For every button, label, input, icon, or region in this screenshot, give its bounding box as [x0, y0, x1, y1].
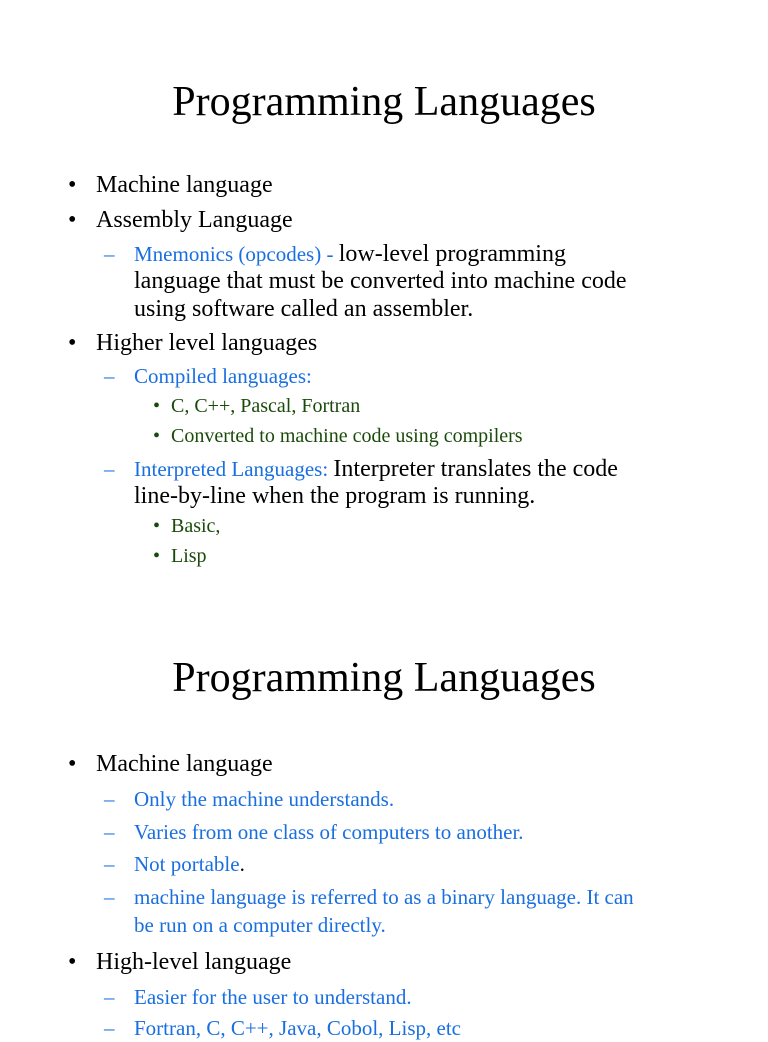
- interpreted-label: Interpreted Languages:: [134, 457, 334, 481]
- bullet-high-level-language: • High-level language: [68, 949, 292, 975]
- bullet-marker: •: [153, 425, 161, 447]
- sub-binary-line-2: be run on a computer directly.: [134, 913, 386, 937]
- bullet-marker: •: [68, 751, 77, 777]
- dash-marker: –: [104, 457, 115, 481]
- bullet-marker: •: [153, 545, 161, 567]
- dash-marker: –: [104, 885, 115, 909]
- dash-marker: –: [104, 1016, 115, 1040]
- dash-marker: –: [104, 364, 115, 388]
- bullet-assembly-language: • Assembly Language: [68, 207, 293, 233]
- sub-not-portable: – Not portable.: [104, 852, 245, 876]
- sub-binary-line-1: – machine language is referred to as a binary language. It can: [104, 885, 634, 909]
- bullet-marker: •: [68, 172, 77, 198]
- bullet-higher-level-languages: • Higher level languages: [68, 330, 318, 356]
- mnemonics-label: Mnemonics (opcodes) -: [134, 242, 339, 266]
- bullet-machine-language: • Machine language: [68, 172, 273, 198]
- sub-varies: – Varies from one class of computers to another.: [104, 820, 524, 844]
- bullet-marker: •: [68, 207, 77, 233]
- slide-1-title: Programming Languages: [172, 79, 596, 125]
- sub-mnemonics-line-2: language that must be converted into machine code: [134, 268, 627, 294]
- sub-mnemonics-line-3: using software called an assembler.: [134, 296, 474, 322]
- dash-marker: –: [104, 985, 115, 1009]
- item-compiled-examples: • C, C++, Pascal, Fortran: [153, 395, 361, 417]
- sub-only-machine: – Only the machine understands.: [104, 787, 395, 811]
- item-interpreted-basic: • Basic,: [153, 515, 221, 537]
- sub-interpreted-line-1: – Interpreted Languages: Interpreter translates the code: [104, 456, 618, 482]
- bullet-marker: •: [68, 330, 77, 356]
- item-compiled-description: • Converted to machine code using compilers: [153, 425, 523, 447]
- item-interpreted-lisp: • Lisp: [153, 545, 207, 567]
- dash-marker: –: [104, 787, 115, 811]
- bullet-machine-language-2: • Machine language: [68, 751, 273, 777]
- dash-marker: –: [104, 820, 115, 844]
- bullet-marker: •: [153, 395, 161, 417]
- sub-compiled-languages: – Compiled languages:: [104, 364, 312, 388]
- sub-easier: – Easier for the user to understand.: [104, 985, 412, 1009]
- bullet-marker: •: [153, 515, 161, 537]
- slide-2-title: Programming Languages: [172, 655, 596, 701]
- dash-marker: –: [104, 242, 115, 266]
- sub-mnemonics-line-1: – Mnemonics (opcodes) - low-level programming: [104, 241, 566, 267]
- sub-examples-cut-off: – Fortran, C, C++, Java, Cobol, Lisp, etc: [104, 1016, 461, 1040]
- sub-interpreted-line-2: line-by-line when the program is running.: [134, 483, 536, 509]
- bullet-marker: •: [68, 949, 77, 975]
- dash-marker: –: [104, 852, 115, 876]
